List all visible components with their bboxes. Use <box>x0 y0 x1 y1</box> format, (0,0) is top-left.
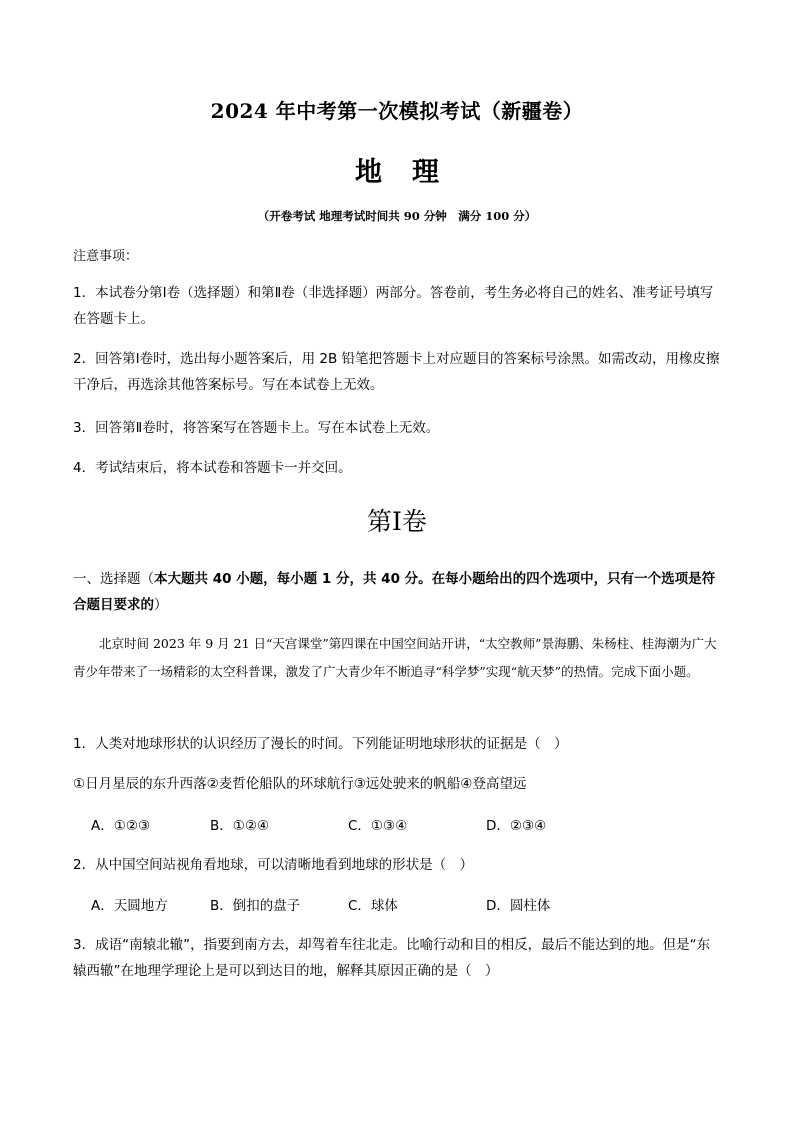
reading-passage: 北京时间 2023 年 9 月 21 日“天宫课堂”第四课在中国空间站开讲，“太空教师”景海鹏、朱杨柱、桂海潮为广大青少年带来了一场精彩的太空科普课，激发了广大青少年不断追寻“科学梦”实现“航天梦”的热情。完成下面小题。 <box>73 636 717 679</box>
question-2-option-a: A．天圆地方 <box>91 898 168 914</box>
note-item-3: 3．回答第Ⅱ卷时，将答案写在答题卡上。写在本试卷上无效。 <box>73 420 440 436</box>
question-1-stem: 1．人类对地球形状的认识经历了漫长的时间。下列能证明地球形状的证据是（ ） <box>73 736 568 752</box>
question-1-option-d: D．②③④ <box>486 818 547 834</box>
section-bold-text: 本大题共 40 小题，每小题 1 分，共 40 分。在每小题给出的四个选项中，只有一个选项是符合题目要求的 <box>73 571 716 613</box>
exam-info: （开卷考试 地理考试时间共 90 分钟 满分 100 分） <box>257 209 537 223</box>
question-3-stem: 3．成语“南辕北辙”，指要到南方去，却驾着车往北走。比喻行动和目的相反，最后不能达到的地。但是“东辕西辙”在地理学理论上是可以到达目的地，解释其原因正确的是（ ） <box>73 937 711 979</box>
notes-heading: 注意事项： <box>73 249 139 264</box>
question-2-option-b: B．倒扣的盘子 <box>210 898 301 914</box>
section-prefix: 一、选择题（ <box>73 571 154 587</box>
note-item-4: 4．考试结束后，将本试卷和答题卡一并交回。 <box>73 460 352 476</box>
question-1-option-c: C．①③④ <box>348 818 408 834</box>
section-heading <box>73 566 723 618</box>
subject-title: 地理 <box>355 157 469 188</box>
section-suffix: ） <box>154 597 168 613</box>
question-2-option-c: C．球体 <box>348 898 398 914</box>
question-1-option-b: B．①②④ <box>210 818 270 834</box>
question-1-statement: ①日月星辰的东升西落②麦哲伦船队的环球航行③远处驶来的帆船④登高望远 <box>73 776 527 792</box>
question-2-stem: 2．从中国空间站视角看地球，可以清晰地看到地球的形状是（ ） <box>73 857 474 873</box>
note-item-2: 2．回答第Ⅰ卷时，选出每小题答案后，用 2B 铅笔把答题卡上对应题目的答案标号涂黑。如需改动，用橡皮擦干净后，再选涂其他答案标号。写在本试卷上无效。 <box>73 351 720 393</box>
question-1-option-a: A．①②③ <box>91 818 151 834</box>
note-item-1: 1．本试卷分第Ⅰ卷（选择题）和第Ⅱ卷（非选择题）两部分。答卷前，考生务必将自己的姓名、准考证号填写在答题卡上。 <box>73 285 714 327</box>
exam-title: 2024 年中考第一次模拟考试（新疆卷） <box>210 99 584 123</box>
volume-title: 第Ⅰ卷 <box>367 507 427 536</box>
question-2-option-d: D．圆柱体 <box>486 898 551 914</box>
